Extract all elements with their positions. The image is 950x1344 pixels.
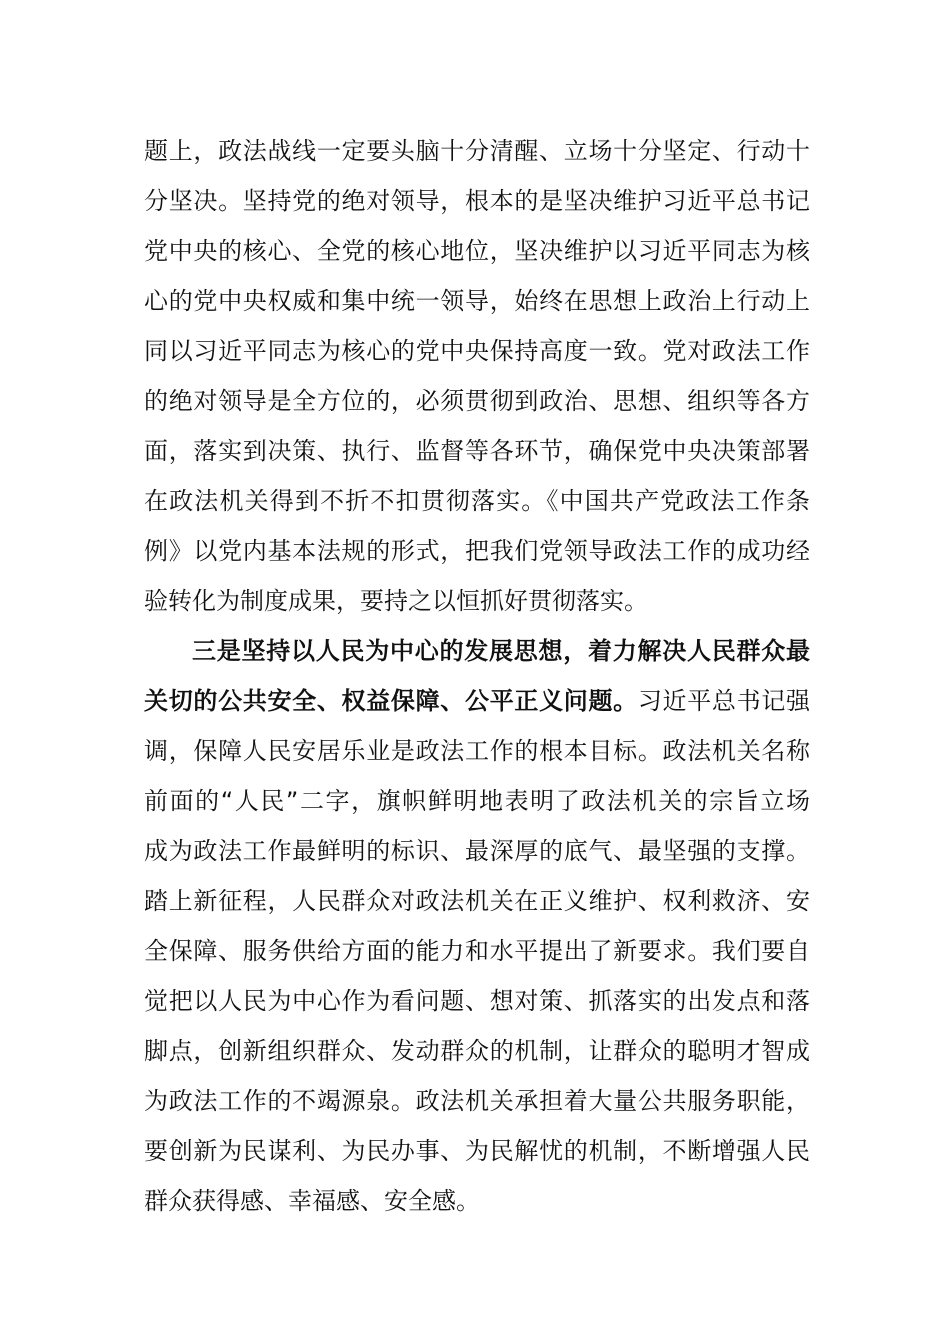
text-line: 成为政法工作最鲜明的标识、最深厚的底气、最坚强的支撑。 [144, 837, 810, 865]
section-heading-line: 三是坚持以人民为中心的发展思想，着力解决人民群众最 [192, 637, 810, 665]
text-line: 前面的“人民”二字，旗帜鲜明地表明了政法机关的宗旨立场 [144, 787, 810, 815]
text-line: 群众获得感、幸福感、安全感。 [144, 1187, 480, 1215]
text-line: 党中央的核心、全党的核心地位，坚决维护以习近平同志为核 [144, 237, 810, 265]
text-fragment: 习近平总书记强 [637, 687, 810, 715]
text-line: 分坚决。坚持党的绝对领导，根本的是坚决维护习近平总书记 [144, 187, 810, 215]
text-line: 要创新为民谋利、为民办事、为民解忧的机制，不断增强人民 [144, 1137, 810, 1165]
text-line: 面，落实到决策、执行、监督等各环节，确保党中央决策部署 [144, 437, 810, 465]
text-line: 全保障、服务供给方面的能力和水平提出了新要求。我们要自 [144, 937, 810, 965]
text-line: 题上，政法战线一定要头脑十分清醒、立场十分坚定、行动十 [144, 137, 810, 165]
text-line: 验转化为制度成果，要持之以恒抓好贯彻落实。 [144, 587, 648, 615]
text-line: 的绝对领导是全方位的，必须贯彻到政治、思想、组织等各方 [144, 387, 810, 415]
section-heading-mixed-line [144, 676, 810, 726]
text-line: 为政法工作的不竭源泉。政法机关承担着大量公共服务职能， [144, 1087, 810, 1115]
text-line: 同以习近平同志为核心的党中央保持高度一致。党对政法工作 [144, 337, 810, 365]
text-line: 踏上新征程，人民群众对政法机关在正义维护、权利救济、安 [144, 887, 810, 915]
text-line: 心的党中央权威和集中统一领导，始终在思想上政治上行动上 [144, 287, 810, 315]
section-heading-tail: 关切的公共安全、权益保障、公平正义问题。 [144, 687, 638, 715]
text-line: 觉把以人民为中心作为看问题、想对策、抓落实的出发点和落 [144, 987, 810, 1015]
body-text [144, 126, 810, 1226]
text-line: 调，保障人民安居乐业是政法工作的根本目标。政法机关名称 [144, 737, 810, 765]
text-line: 例》以党内基本法规的形式，把我们党领导政法工作的成功经 [144, 537, 810, 565]
text-line: 在政法机关得到不折不扣贯彻落实。《中国共产党政法工作条 [144, 487, 810, 515]
text-line: 脚点，创新组织群众、发动群众的机制，让群众的聪明才智成 [144, 1037, 810, 1065]
